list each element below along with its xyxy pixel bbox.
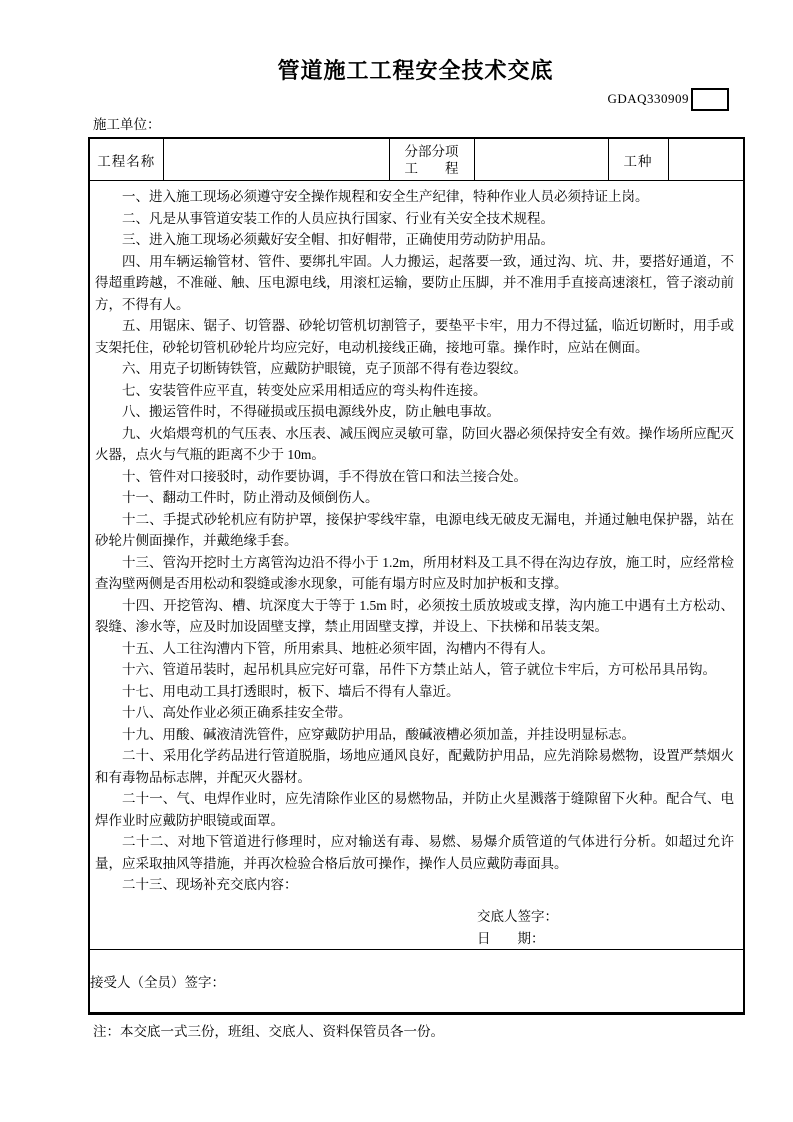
trade-label-cell — [608, 138, 668, 181]
clause-item-19: 十九、用酸、碱液清洗管件，应穿戴防护用品，酸碱液槽必须加盖，并挂设明显标志。 — [122, 726, 635, 742]
form-header-row — [89, 138, 744, 181]
clause-item-11: 十一、翻动工件时，防止滑动及倾倒伤人。 — [122, 490, 379, 505]
receiver-row — [89, 950, 744, 1014]
clause-item-16: 十六、管道吊装时，起吊机具应完好可靠，吊件下方禁止站人，管子就位卡牢后，方可松吊具吊钩。 — [122, 662, 716, 677]
subdivision-label-char1: 工 — [404, 160, 418, 176]
clause-item-13: 十三、管沟开挖时土方离管沟边沿不得小于 1.2m，所用材料及工具不得在沟边存放，施工时，应经常检查沟壁两侧是否用松动和裂缝或渗水现象，可能有塌方时应及时加护板和支撑。 — [95, 554, 734, 591]
subdivision-label-cell — [389, 138, 474, 181]
clause-item-18: 十八、高处作业必须正确系挂安全带。 — [122, 705, 352, 720]
date-field[interactable] — [545, 928, 735, 950]
clause-item-8: 八、搬运管件时，不得碰损或压损电源线外皮，防止触电事故。 — [122, 404, 500, 419]
subdivision-label-line2 — [405, 160, 459, 177]
clause-item-1: 一、进入施工现场必须遵守安全操作规程和安全生产纪律，特种作业人员必须持证上岗。 — [122, 189, 649, 204]
clause-item-20: 二十、采用化学药品进行管道脱脂，场地应通风良好，配戴防护用品，应先消除易燃物，设置严禁烟火和有毒物品标志牌，并配灭火器材。 — [95, 748, 734, 785]
clause-item-23: 二十三、现场补充交底内容： — [122, 877, 298, 892]
doc-code-row — [88, 88, 743, 110]
date-line — [477, 928, 734, 950]
clause-item-12: 十二、手提式砂轮机应有防护罩，接保护零线牢靠，电源电线无破皮无漏电，并通过触电保护器，站在砂轮片侧面操作，并戴绝缘手套。 — [95, 511, 734, 548]
project-name-label-cell — [89, 138, 163, 181]
clause-item-21: 二十一、气、电焊作业时，应先清除作业区的易燃物品，并防止火星溅落于缝隙留下火种。配合气、电焊作业时应戴防护眼镜或面罩。 — [95, 791, 734, 828]
clause-item-10: 十、管件对口接驳时，动作要协调，手不得放在管口和法兰接合处。 — [122, 468, 527, 484]
clause-item-2: 二、凡是从事管道安装工作的人员应执行国家、行业有关安全技术规程。 — [122, 210, 554, 226]
doc-code: GDAQ330909 — [607, 91, 689, 106]
discloser-signature-field[interactable] — [558, 906, 734, 928]
receiver-signature-cell[interactable] — [89, 950, 744, 1014]
receiver-signature-label: 接受人（全员）签字： — [90, 975, 225, 990]
subdivision-value-cell[interactable] — [474, 138, 608, 181]
subdivision-label-char2: 程 — [445, 160, 459, 176]
clause-item-5: 五、用锯床、锯子、切管器、砂轮切管机切割管子，要垫平卡牢，用力不得过猛，临近切断时，用手或支架托住，砂轮切管机砂轮片均应完好，电动机接线正确，接地可靠。操作时，应站在侧面。 — [95, 318, 734, 355]
discloser-signature-line — [477, 906, 734, 928]
project-name-value-cell[interactable] — [163, 138, 389, 181]
supplement-content-area[interactable] — [95, 896, 734, 906]
disclosure-form-table — [88, 137, 745, 1015]
page-title: 管道施工工程安全技术交底 — [277, 58, 554, 83]
clause-item-4: 四、用车辆运输管材、管件、要绑扎牢固。人力搬运，起落要一致，通过沟、坑、井，要搭好通道，不得超重跨越，不准碰、触、压电源电线，用滚杠运输，要防止压脚，并不准用手直接高速滚杠，管子滚动前方，不得有人。 — [95, 253, 734, 312]
clause-item-14: 十四、开挖管沟、槽、坑深度大于等于 1.5m 时，必须按土质放坡或支撑，沟内施工中遇有土方松动、裂缝、渗水等，应及时加设固壁支撑，禁止用固壁支撑，并设上、下扶梯和吊装支架。 — [95, 597, 734, 634]
doc-code-box[interactable] — [691, 88, 729, 111]
clause-item-3: 三、进入施工现场必须戴好安全帽、扣好帽带，正确使用劳动防护用品。 — [122, 232, 554, 247]
clause-item-15: 十五、人工往沟漕内下管，所用索具、地桩必须牢固，沟槽内不得有人。 — [122, 640, 554, 656]
clause-list — [95, 186, 734, 896]
clause-item-6: 六、用克子切断铸铁管，应戴防护眼镜，克子顶部不得有卷边裂纹。 — [122, 361, 527, 376]
trade-label: 工种 — [623, 153, 653, 169]
project-name-label: 工程名称 — [97, 153, 156, 169]
clause-item-17: 十七、用电动工具打透眼时，板下、墙后不得有人靠近。 — [122, 683, 460, 699]
date-label: 日 期： — [477, 930, 545, 946]
clause-item-22: 二十二、对地下管道进行修理时，应对输送有毒、易燃、易爆介质管道的气体进行分析。如超过允许量，应采取抽风等措施，并再次检验合格后放可操作，操作人员应戴防毒面具。 — [95, 834, 734, 871]
clause-item-9: 九、火焰煨弯机的气压表、水压表、减压阀应灵敏可靠，防回火器必须保持安全有效。操作场所应配灭火器，点火与气瓶的距离不少于 10m。 — [95, 425, 734, 462]
footer-note: 注：本交底一式三份，班组、交底人、资料保管员各一份。 — [93, 1024, 444, 1039]
signature-block — [95, 906, 734, 950]
clauses-cell — [89, 181, 744, 950]
subdivision-label-line1: 分部分项 — [404, 143, 459, 159]
document-content — [88, 56, 743, 1041]
trade-value-cell[interactable] — [668, 138, 744, 181]
discloser-signature-label: 交底人签字： — [477, 908, 558, 924]
construction-unit-label: 施工单位： — [93, 117, 161, 132]
form-body-row — [89, 181, 744, 950]
clause-item-7: 七、安装管件应平直，转变处应采用相适应的弯头构件连接。 — [122, 382, 487, 398]
